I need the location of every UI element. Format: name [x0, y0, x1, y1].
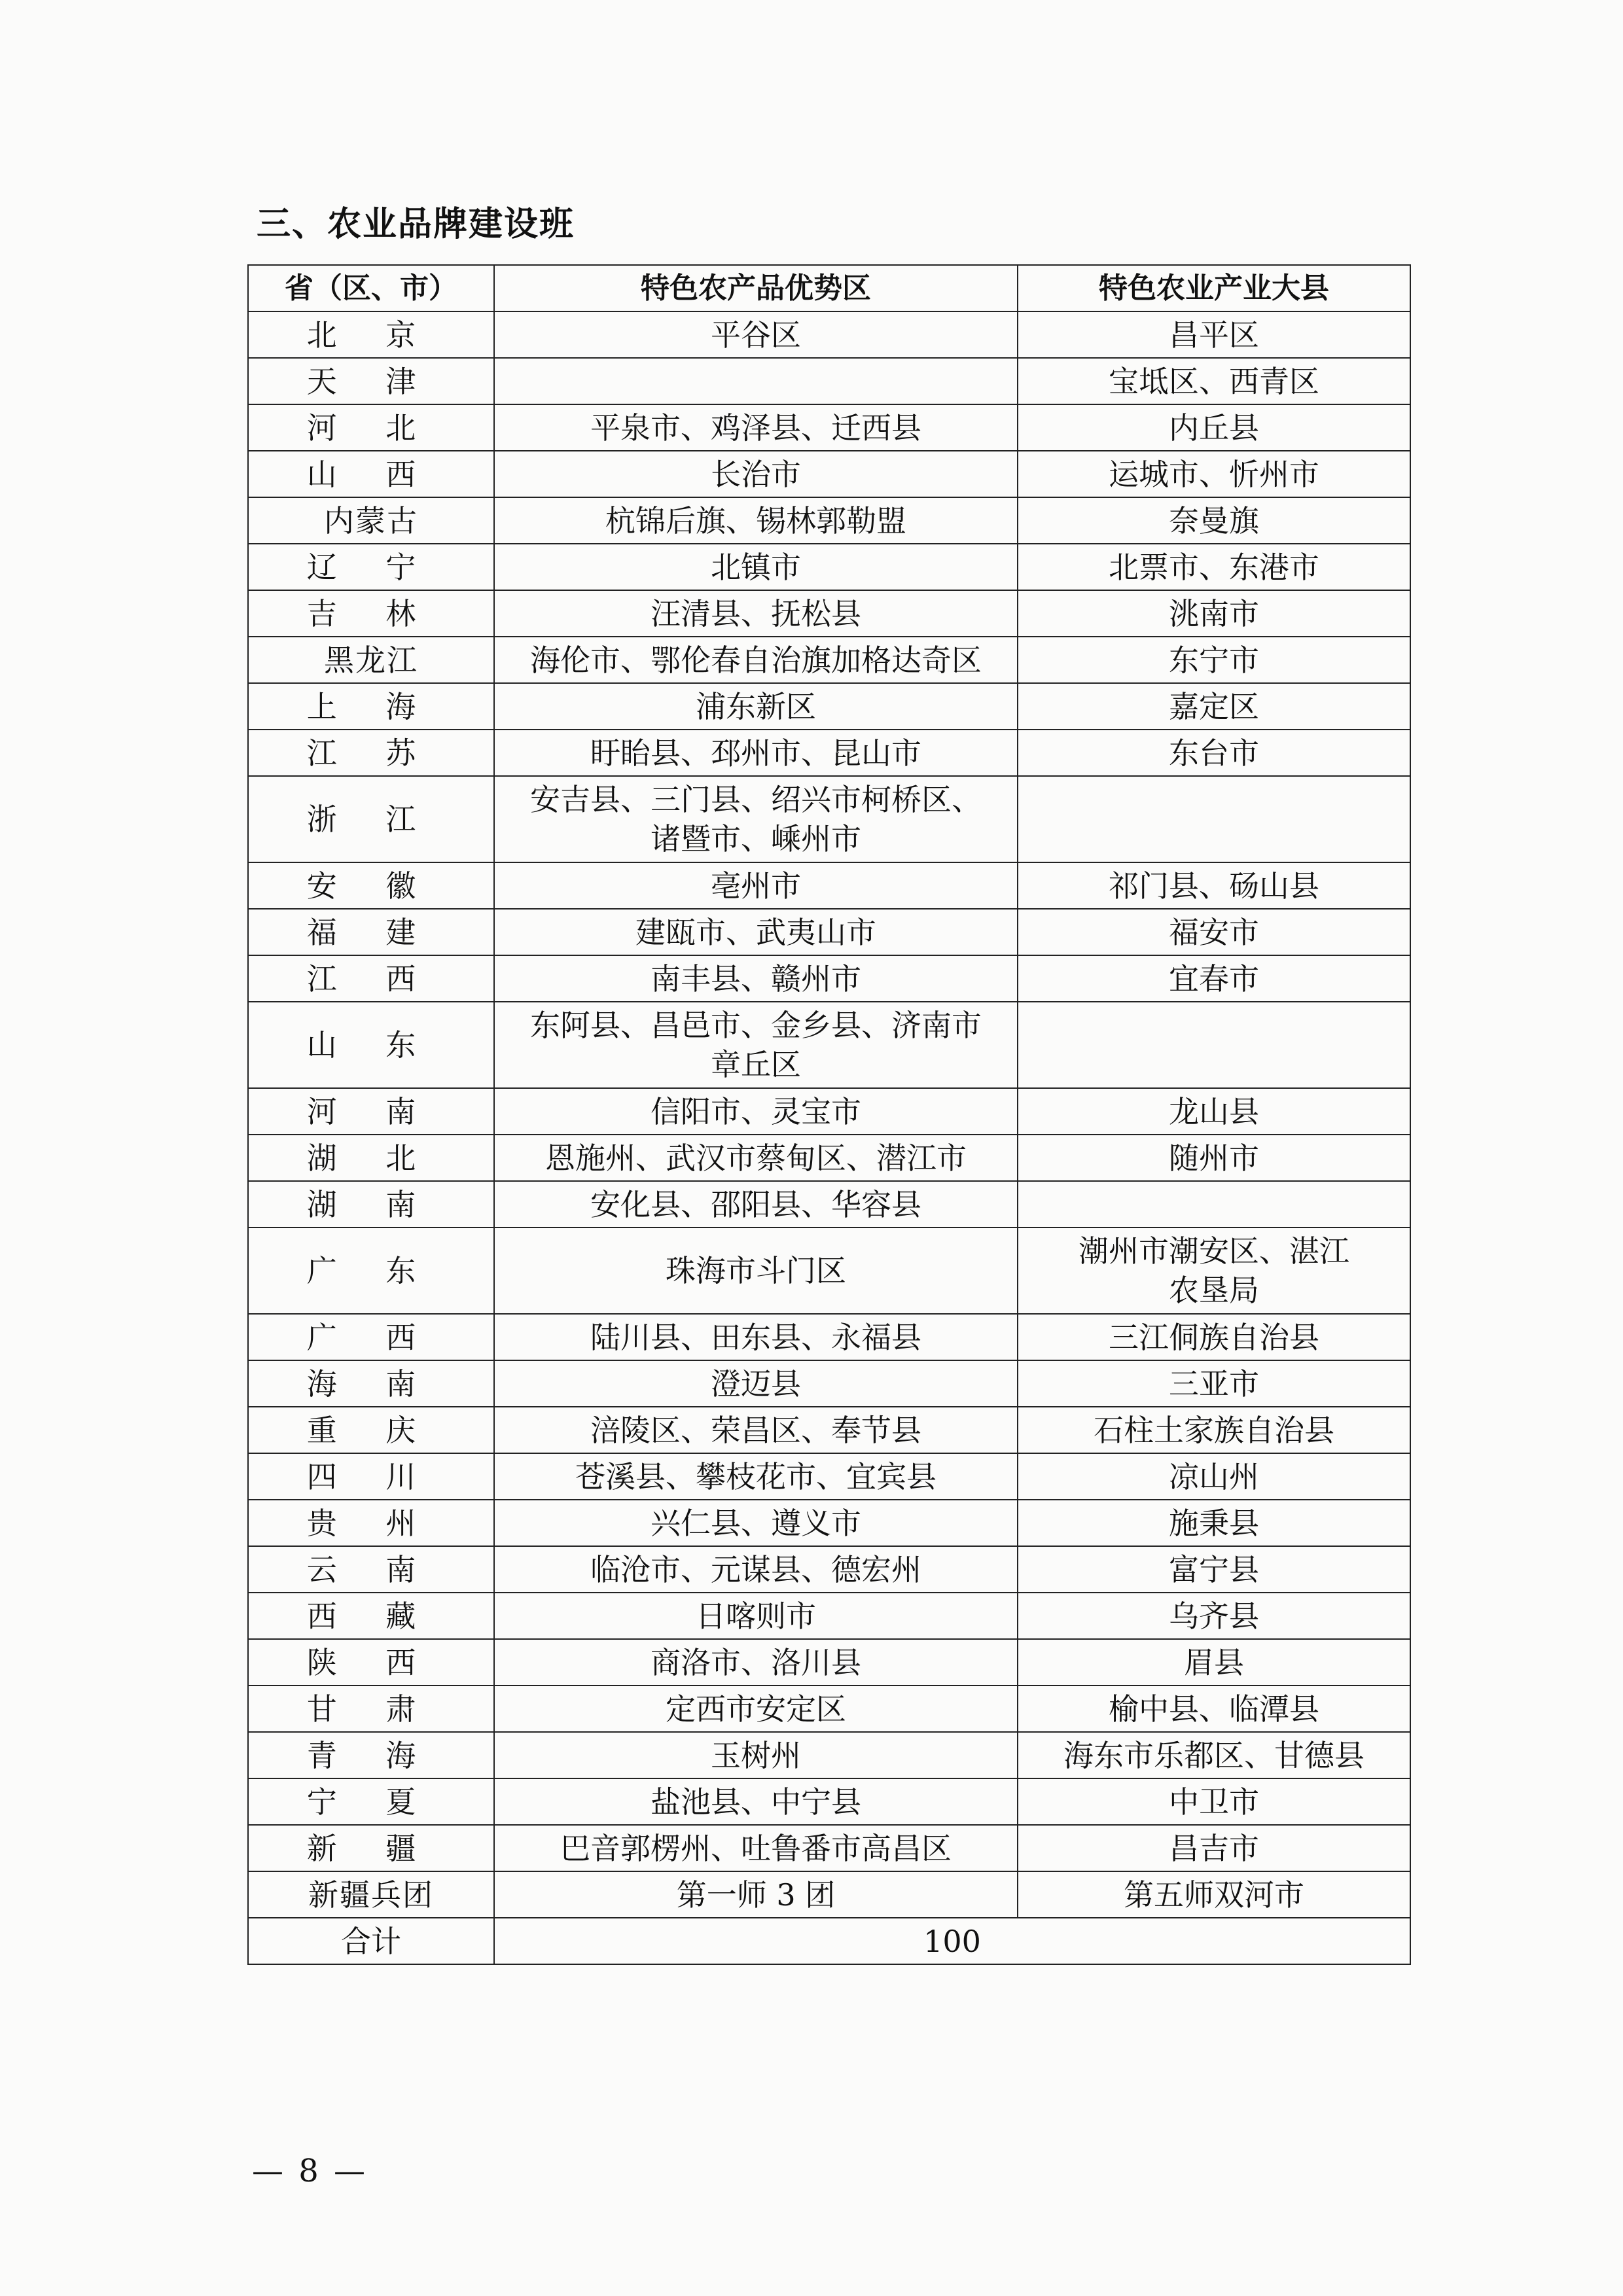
table-row [248, 404, 1410, 451]
table-row [248, 311, 1410, 358]
table-row [248, 590, 1410, 637]
advantage-zone-cell: 亳州市 [494, 862, 1018, 909]
industry-county-cell: 乌齐县 [1018, 1593, 1410, 1639]
advantage-zone-cell: 南丰县、赣州市 [494, 955, 1018, 1002]
industry-county-cell: 潮州市潮安区、湛江 农垦局 [1018, 1227, 1410, 1314]
table-row [248, 1314, 1410, 1360]
advantage-zone-cell: 第一师 3 团 [494, 1871, 1018, 1918]
table-row [248, 358, 1410, 404]
advantage-zone-cell: 长治市 [494, 451, 1018, 497]
advantage-zone-cell: 恩施州、武汉市蔡甸区、潜江市 [494, 1135, 1018, 1181]
advantage-zone-cell: 苍溪县、攀枝花市、宜宾县 [494, 1453, 1018, 1500]
advantage-zone-cell: 涪陵区、荣昌区、奉节县 [494, 1407, 1018, 1453]
province-cell: 云 南 [248, 1546, 494, 1593]
table-row [248, 1871, 1410, 1918]
industry-county-cell: 祁门县、砀山县 [1018, 862, 1410, 909]
advantage-zone-cell: 北镇市 [494, 544, 1018, 590]
advantage-zone-cell: 信阳市、灵宝市 [494, 1088, 1018, 1135]
industry-county-cell: 福安市 [1018, 909, 1410, 955]
table-row [248, 1227, 1410, 1314]
province-cell: 河 北 [248, 404, 494, 451]
industry-county-cell: 东台市 [1018, 730, 1410, 776]
table-header-row [248, 265, 1410, 311]
advantage-zone-cell: 临沧市、元谋县、德宏州 [494, 1546, 1018, 1593]
province-cell: 海 南 [248, 1360, 494, 1407]
industry-county-cell: 龙山县 [1018, 1088, 1410, 1135]
industry-county-cell: 第五师双河市 [1018, 1871, 1410, 1918]
table-body [248, 311, 1410, 1918]
province-cell: 新疆兵团 [248, 1871, 494, 1918]
province-cell: 宁 夏 [248, 1778, 494, 1825]
industry-county-cell: 奈曼旗 [1018, 497, 1410, 544]
advantage-zone-cell: 陆川县、田东县、永福县 [494, 1314, 1018, 1360]
brand-building-table [247, 264, 1411, 1965]
industry-county-cell: 三亚市 [1018, 1360, 1410, 1407]
industry-county-cell: 宜春市 [1018, 955, 1410, 1002]
industry-county-cell: 北票市、东港市 [1018, 544, 1410, 590]
industry-county-cell [1018, 1002, 1410, 1088]
province-cell: 山 西 [248, 451, 494, 497]
table-row [248, 1453, 1410, 1500]
province-cell: 河 南 [248, 1088, 494, 1135]
advantage-zone-cell: 东阿县、昌邑市、金乡县、济南市 章丘区 [494, 1002, 1018, 1088]
advantage-zone-cell: 安化县、邵阳县、华容县 [494, 1181, 1018, 1227]
table-row [248, 1686, 1410, 1732]
province-cell: 新 疆 [248, 1825, 494, 1871]
advantage-zone-cell: 建瓯市、武夷山市 [494, 909, 1018, 955]
province-cell: 江 西 [248, 955, 494, 1002]
advantage-zone-cell: 盱眙县、邳州市、昆山市 [494, 730, 1018, 776]
table-row [248, 1135, 1410, 1181]
table-row [248, 683, 1410, 730]
province-cell: 江 苏 [248, 730, 494, 776]
table-row [248, 1593, 1410, 1639]
advantage-zone-cell: 浦东新区 [494, 683, 1018, 730]
advantage-zone-cell: 定西市安定区 [494, 1686, 1018, 1732]
industry-county-cell: 洮南市 [1018, 590, 1410, 637]
industry-county-cell [1018, 1181, 1410, 1227]
province-cell: 黑龙江 [248, 637, 494, 683]
advantage-zone-cell: 平谷区 [494, 311, 1018, 358]
province-cell: 陕 西 [248, 1639, 494, 1686]
advantage-zone-cell: 商洛市、洛川县 [494, 1639, 1018, 1686]
table-row [248, 1360, 1410, 1407]
province-cell: 重 庆 [248, 1407, 494, 1453]
province-cell: 北 京 [248, 311, 494, 358]
province-cell: 广 东 [248, 1227, 494, 1314]
province-cell: 安 徽 [248, 862, 494, 909]
page-number: — 8 — [252, 2153, 368, 2189]
header-advantage-zone: 特色农产品优势区 [494, 265, 1018, 311]
table-row [248, 1778, 1410, 1825]
advantage-zone-cell: 海伦市、鄂伦春自治旗加格达奇区 [494, 637, 1018, 683]
advantage-zone-cell: 安吉县、三门县、绍兴市柯桥区、 诸暨市、嵊州市 [494, 776, 1018, 862]
table-row [248, 955, 1410, 1002]
table-row [248, 1825, 1410, 1871]
province-cell: 上 海 [248, 683, 494, 730]
industry-county-cell: 施秉县 [1018, 1500, 1410, 1546]
industry-county-cell: 东宁市 [1018, 637, 1410, 683]
table-row [248, 730, 1410, 776]
total-label: 合计 [248, 1918, 494, 1964]
total-row [248, 1918, 1410, 1964]
industry-county-cell: 榆中县、临潭县 [1018, 1686, 1410, 1732]
advantage-zone-cell: 平泉市、鸡泽县、迁西县 [494, 404, 1018, 451]
province-cell: 湖 南 [248, 1181, 494, 1227]
industry-county-cell: 昌平区 [1018, 311, 1410, 358]
province-cell: 福 建 [248, 909, 494, 955]
advantage-zone-cell: 日喀则市 [494, 1593, 1018, 1639]
industry-county-cell: 眉县 [1018, 1639, 1410, 1686]
table-row [248, 1088, 1410, 1135]
table-row [248, 776, 1410, 862]
advantage-zone-cell: 玉树州 [494, 1732, 1018, 1778]
industry-county-cell: 内丘县 [1018, 404, 1410, 451]
province-cell: 内蒙古 [248, 497, 494, 544]
industry-county-cell [1018, 776, 1410, 862]
table-row [248, 1500, 1410, 1546]
province-cell: 辽 宁 [248, 544, 494, 590]
industry-county-cell: 凉山州 [1018, 1453, 1410, 1500]
province-cell: 广 西 [248, 1314, 494, 1360]
table-row [248, 544, 1410, 590]
industry-county-cell: 昌吉市 [1018, 1825, 1410, 1871]
province-cell: 贵 州 [248, 1500, 494, 1546]
table-row [248, 909, 1410, 955]
industry-county-cell: 三江侗族自治县 [1018, 1314, 1410, 1360]
table-row [248, 1732, 1410, 1778]
header-industry-county: 特色农业产业大县 [1018, 265, 1410, 311]
table-row [248, 497, 1410, 544]
advantage-zone-cell: 汪清县、抚松县 [494, 590, 1018, 637]
table-row [248, 1002, 1410, 1088]
industry-county-cell: 中卫市 [1018, 1778, 1410, 1825]
advantage-zone-cell: 盐池县、中宁县 [494, 1778, 1018, 1825]
advantage-zone-cell: 巴音郭楞州、吐鲁番市高昌区 [494, 1825, 1018, 1871]
advantage-zone-cell: 珠海市斗门区 [494, 1227, 1018, 1314]
industry-county-cell: 随州市 [1018, 1135, 1410, 1181]
table-row [248, 1639, 1410, 1686]
industry-county-cell: 海东市乐都区、甘德县 [1018, 1732, 1410, 1778]
advantage-zone-cell: 澄迈县 [494, 1360, 1018, 1407]
industry-county-cell: 富宁县 [1018, 1546, 1410, 1593]
industry-county-cell: 宝坻区、西青区 [1018, 358, 1410, 404]
table-row [248, 1181, 1410, 1227]
total-value: 100 [494, 1918, 1410, 1964]
table-row [248, 1546, 1410, 1593]
advantage-zone-cell [494, 358, 1018, 404]
province-cell: 四 川 [248, 1453, 494, 1500]
advantage-zone-cell: 杭锦后旗、锡林郭勒盟 [494, 497, 1018, 544]
industry-county-cell: 石柱土家族自治县 [1018, 1407, 1410, 1453]
province-cell: 山 东 [248, 1002, 494, 1088]
table-row [248, 637, 1410, 683]
province-cell: 甘 肃 [248, 1686, 494, 1732]
province-cell: 天 津 [248, 358, 494, 404]
table-row [248, 451, 1410, 497]
province-cell: 吉 林 [248, 590, 494, 637]
industry-county-cell: 嘉定区 [1018, 683, 1410, 730]
industry-county-cell: 运城市、忻州市 [1018, 451, 1410, 497]
province-cell: 浙 江 [248, 776, 494, 862]
page-title: 三、农业品牌建设班 [257, 205, 575, 244]
header-province: 省（区、市） [248, 265, 494, 311]
advantage-zone-cell: 兴仁县、遵义市 [494, 1500, 1018, 1546]
province-cell: 青 海 [248, 1732, 494, 1778]
table-row [248, 1407, 1410, 1453]
province-cell: 西 藏 [248, 1593, 494, 1639]
province-cell: 湖 北 [248, 1135, 494, 1181]
table-row [248, 862, 1410, 909]
